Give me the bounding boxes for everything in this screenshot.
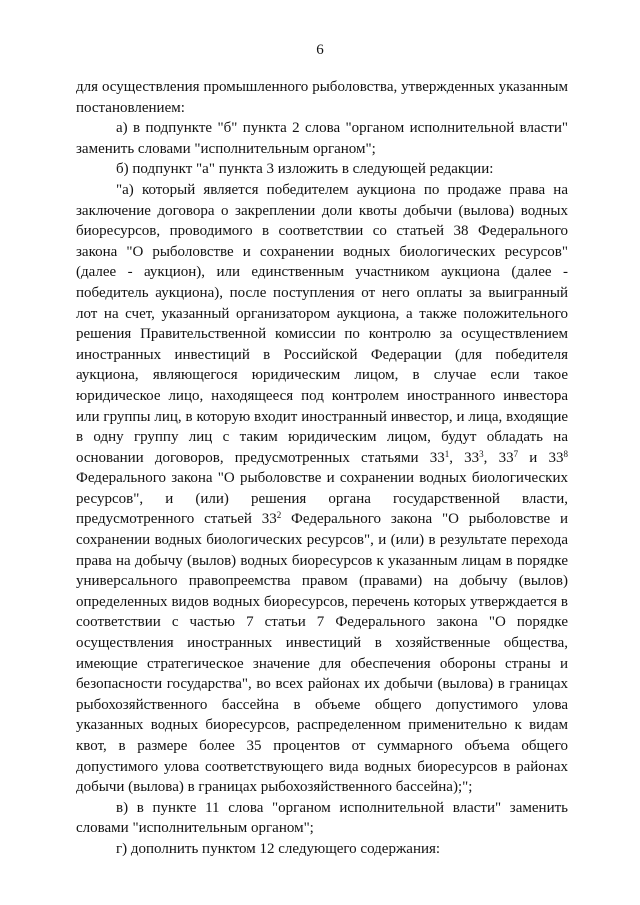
paragraph-subpoint-v: в) в пункте 11 слова "органом исполнительной власти" заменить словами "исполнительным органом"; (76, 799, 568, 837)
superscript-index: 8 (563, 448, 569, 459)
document-body (76, 77, 568, 860)
text-fragment: , 33 (449, 449, 480, 466)
superscript-index: 7 (513, 448, 519, 459)
paragraph-new-wording (76, 180, 568, 798)
superscript-index: 3 (479, 448, 484, 459)
text-fragment: Федерального закона "О рыболовстве и сохранении водных биологических ресурсов", и (или) в результате перехода права на добычу (вылов) водных биоресурсов к указанным лицам в порядке универсального правопреемства правом (правами) на добычу (вылов) определенных видов водных биоресурсов, перечень которых утверждается в соответствии с частью 7 статьи 7 Федерального закона "О порядке осуществления иностранных инвестиций в хозяйственные общества, имеющие стратегическое значение для обеспечения обороны страны и безопасности государства", во всех районах их добычи (вылова) в границах рыбохозяйственного бассейна в объеме общего допустимого улова указанных водных биоресурсов, распределенном применительно к видам квот, в размере более 35 процентов от суммарного объема общего допустимого улова соответствующего вида водных биоресурсов в районах добычи (вылова) в границах рыбохозяйственного бассейна);"; (76, 511, 568, 796)
paragraph-subpoint-a: а) в подпункте "б" пункта 2 слова "органом исполнительной власти" заменить словами "исполнительным органом"; (76, 120, 568, 157)
paragraph-subpoint-g: г) дополнить пунктом 12 следующего содержания: (116, 840, 441, 857)
text-fragment: Федерального закона "О рыболовстве и сохранении водных биологических ресурсов", и (или) решения органа государственной власти, предусмотренного статьей 33 (76, 470, 568, 528)
page-number: 6 (316, 42, 324, 58)
superscript-index: 1 (444, 448, 450, 459)
text-fragment: , 33 (483, 449, 514, 466)
paragraph-continuation: для осуществления промышленного рыболовства, утвержденных указанным постановлением: (76, 79, 568, 116)
superscript-index: 2 (276, 510, 282, 521)
text-fragment: и 33 (518, 449, 564, 466)
paragraph-subpoint-b: б) подпункт "а" пункта 3 изложить в следующей редакции: (116, 161, 494, 178)
text-fragment: "а) который является победителем аукциона по продаже права на заключение договора о закреплении доли квоты добычи (вылова) водных биоресурсов, проводимого в соответствии со статьей 38 Федерального закона "О рыболовстве и сохранении водных биологических ресурсов" (далее - аукцион), или единственным участником аукциона (далее - победитель аукциона), после поступления от него оплаты за выигранный лот на счет, указанный организатором аукциона, а также положительного решения Правительственной комиссии по контролю за осуществлением иностранных инвестиций в Российской Федерации (для победителя аукциона, являющегося юридическим лицом, в случае если такое юридическое лицо, находящееся под контролем иностранного инвестора или группы лиц, в которую входит иностранный инвестор, и лица, входящие в одну группу лиц с таким юридическим лицом, будут обладать на основании договоров, предусмотренных статьями 33 (76, 181, 568, 466)
